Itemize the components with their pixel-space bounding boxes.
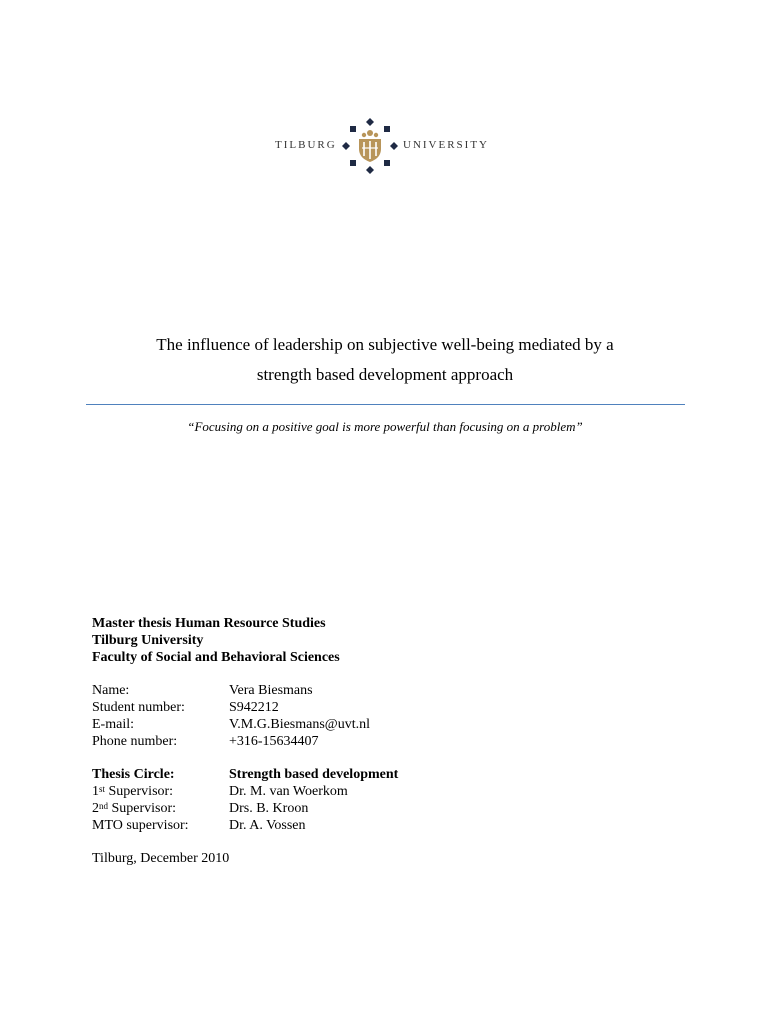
student-number-value: S942212	[229, 700, 279, 715]
thesis-title-line-2: strength based development approach	[256, 365, 514, 384]
first-supervisor-row	[92, 783, 692, 800]
title-divider	[86, 404, 685, 405]
email-label: E-mail:	[92, 717, 134, 732]
tilburg-university-logo	[272, 118, 498, 174]
mto-supervisor-value: Dr. A. Vossen	[229, 818, 306, 833]
faculty-line: Faculty of Social and Behavioral Sciences	[92, 650, 340, 665]
thesis-title-line-1: The influence of leadership on subjective well-being mediated by a	[156, 335, 614, 354]
student-number-label: Student number:	[92, 700, 185, 715]
logo-word-tilburg: TILBURG	[275, 139, 337, 151]
thesis-circle-label: Thesis Circle:	[92, 767, 175, 782]
mto-supervisor-row	[92, 817, 692, 834]
logo-word-university: UNIVERSITY	[403, 139, 489, 151]
name-value: Vera Biesmans	[229, 683, 313, 698]
second-supervisor-row	[92, 800, 692, 817]
place-date: Tilburg, December 2010	[92, 851, 230, 866]
second-supervisor-value: Drs. B. Kroon	[229, 801, 309, 816]
first-supervisor-value: Dr. M. van Woerkom	[229, 784, 348, 799]
second-supervisor-label: 2nd Supervisor:	[92, 801, 177, 816]
email-row	[92, 716, 692, 733]
first-supervisor-label: 1st Supervisor:	[92, 784, 174, 799]
university-emblem-icon	[342, 118, 398, 174]
phone-label: Phone number:	[92, 734, 178, 749]
student-number-row	[92, 699, 692, 716]
email-value: V.M.G.Biesmans@uvt.nl	[229, 717, 370, 732]
mto-supervisor-label: MTO supervisor:	[92, 818, 189, 833]
program-line: Master thesis Human Resource Studies	[92, 616, 326, 631]
thesis-quote: “Focusing on a positive goal is more powerful than focusing on a problem”	[187, 419, 583, 434]
university-line: Tilburg University	[92, 633, 204, 648]
thesis-info-block	[92, 615, 340, 666]
thesis-circle-row	[92, 766, 692, 783]
supervision-block	[92, 766, 692, 834]
personal-details-block	[92, 682, 692, 750]
thesis-circle-value: Strength based development	[229, 767, 399, 782]
phone-row	[92, 733, 692, 750]
phone-value: +316-15634407	[229, 734, 319, 749]
name-label: Name:	[92, 683, 130, 698]
name-row	[92, 682, 692, 699]
